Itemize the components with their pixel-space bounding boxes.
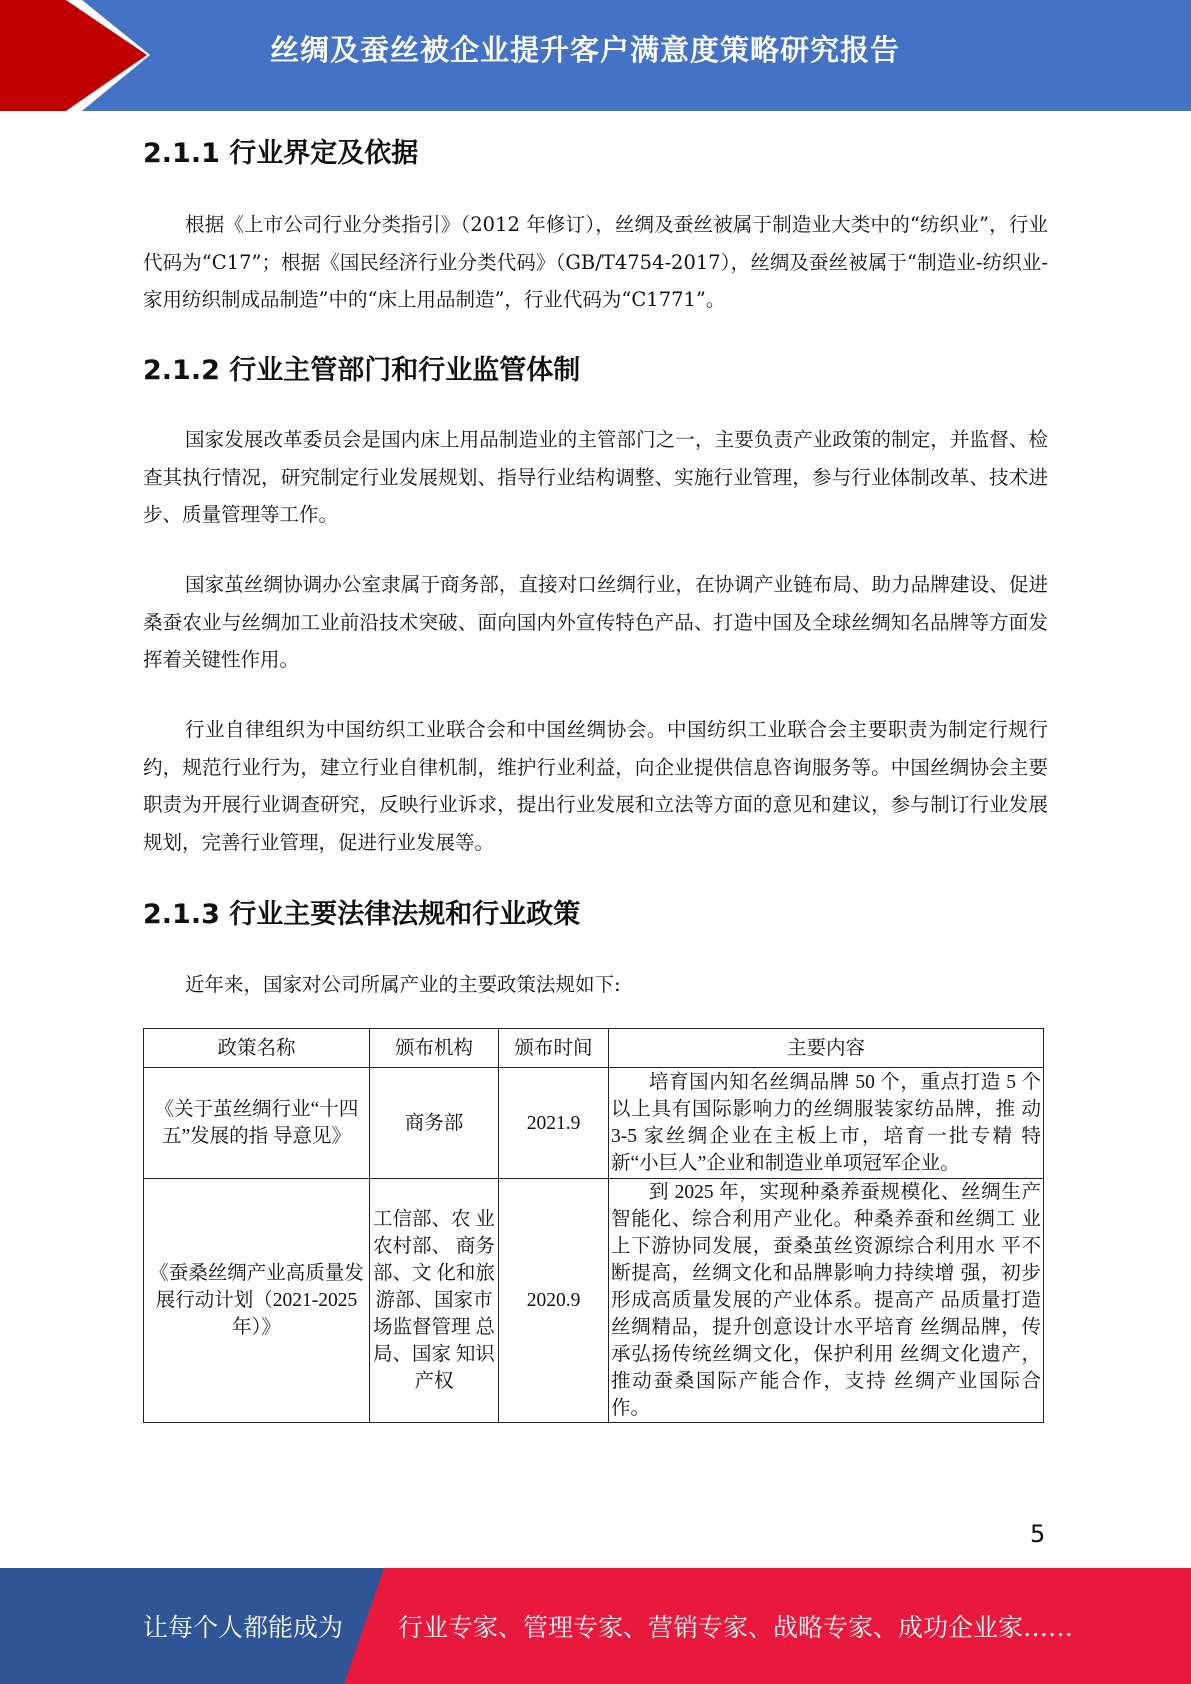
page-header bbox=[0, 0, 1191, 111]
column-header-date: 颁布时间 bbox=[499, 1029, 609, 1068]
cell-content: 到 2025 年，实现种桑养蚕规模化、丝绸生产智能化、综合利用产业化。种桑养蚕和丝绸工 业上下游协同发展，蚕桑茧丝资源综合利用水 平不断提高，丝绸文化和品牌影响力持续增 强，初步形成高质量发展的产业体系。提高产 品质量打造丝绸精品，提升创意设计水平培育 丝绸品牌，传承弘扬传统丝绸文化，保护利用 丝绸文化遗产，推动蚕桑国际产能合作，支持 丝绸产业国际合作。 bbox=[609, 1179, 1044, 1423]
paragraph: 国家发展改革委员会是国内床上用品制造业的主管部门之一，主要负责产业政策的制定，并监督、检查其执行情况，研究制定行业发展规划、指导行业结构调整、实施行业管理，参与行业体制改革、技术进步、质量管理等工作。 bbox=[143, 428, 1048, 526]
column-header-content: 主要内容 bbox=[609, 1029, 1044, 1068]
cell-issuer: 商务部 bbox=[370, 1068, 499, 1179]
table-row bbox=[144, 1179, 1044, 1423]
page-number: 5 bbox=[1030, 1520, 1046, 1548]
table-row bbox=[144, 1068, 1044, 1179]
cell-policy-name: 《蚕桑丝绸产业高质量发展行动计划（2021-2025 年）》 bbox=[144, 1179, 370, 1423]
report-title: 丝绸及蚕丝被企业提升客户满意度策略研究报告 bbox=[270, 33, 901, 67]
cell-issuer: 工信部、农 业农村部、 商务部、文 化和旅游部、国家市 场监督管理 总局、国家 知识产权 bbox=[370, 1179, 499, 1423]
cell-date: 2020.9 bbox=[499, 1179, 609, 1423]
cell-date: 2021.9 bbox=[499, 1068, 609, 1179]
page-footer bbox=[0, 1568, 1191, 1684]
column-header-org: 颁布机构 bbox=[370, 1029, 499, 1068]
table-header-row bbox=[144, 1029, 1044, 1068]
footer-slogan-right: 行业专家、管理专家、营销专家、战略专家、成功企业家…… bbox=[398, 1613, 1074, 1642]
cell-content: 培育国内知名丝绸品牌 50 个，重点打造 5 个以上具有国际影响力的丝绸服装家纺品牌，推 动3-5 家丝绸企业在主板上市，培育一批专精 特新“小巨人”企业和制造业单项冠军企业。 bbox=[609, 1068, 1044, 1179]
section-heading: 2.1.1 行业界定及依据 bbox=[143, 138, 419, 169]
footer-slogan-left: 让每个人都能成为 bbox=[143, 1613, 344, 1642]
paragraph: 国家茧丝绸协调办公室隶属于商务部，直接对口丝绸行业，在协调产业链布局、助力品牌建设、促进桑蚕农业与丝绸加工业前沿技术突破、面向国内外宣传特色产品、打造中国及全球丝绸知名品牌等方面发挥着关键性作用。 bbox=[143, 573, 1048, 671]
column-header-name: 政策名称 bbox=[144, 1029, 370, 1068]
section-heading: 2.1.3 行业主要法律法规和行业政策 bbox=[143, 899, 581, 930]
policy-table bbox=[143, 1028, 1044, 1423]
paragraph: 根据《上市公司行业分类指引》（2012 年修订），丝绸及蚕丝被属于制造业大类中的“纺织业”，行业代码为“C17”；根据《国民经济行业分类代码》（GB/T4754-2017），丝绸及蚕丝被属于“制造业-纺织业-家用纺织制成品制造”中的“床上用品制造”，行业代码为“C1771”。 bbox=[143, 213, 1048, 311]
cell-policy-name: 《关于茧丝绸行业“十四五”发展的指 导意见》 bbox=[144, 1068, 370, 1179]
paragraph: 行业自律组织为中国纺织工业联合会和中国丝绸协会。中国纺织工业联合会主要职责为制定行规行约，规范行业行为，建立行业自律机制，维护行业利益，向企业提供信息咨询服务等。中国丝绸协会主要职责为开展行业调查研究，反映行业诉求，提出行业发展和立法等方面的意见和建议，参与制订行业发展规划，完善行业管理，促进行业发展等。 bbox=[143, 718, 1048, 854]
section-heading: 2.1.2 行业主管部门和行业监管体制 bbox=[143, 355, 581, 386]
paragraph: 近年来，国家对公司所属产业的主要政策法规如下: bbox=[185, 973, 621, 996]
